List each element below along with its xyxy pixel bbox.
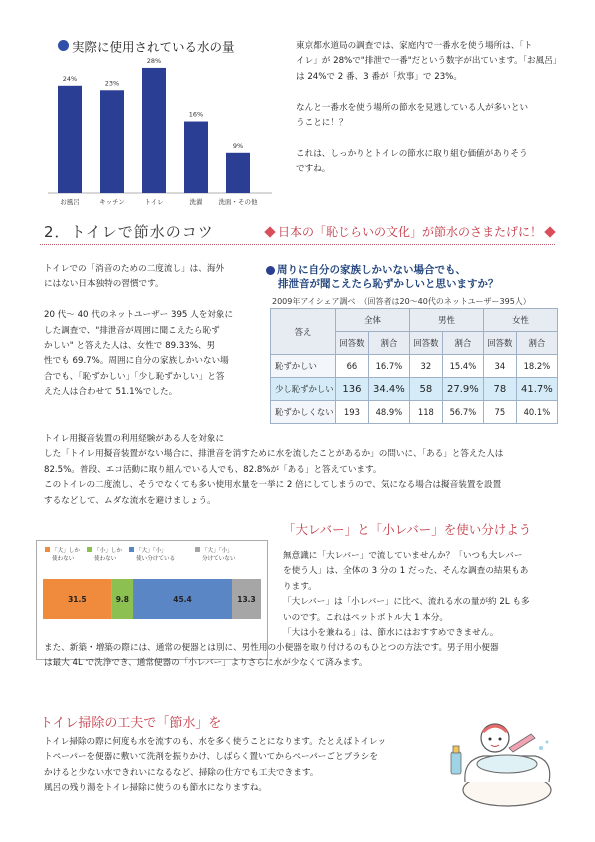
- table-cell: 56.7%: [442, 401, 483, 424]
- data-label: 45.4: [173, 595, 192, 604]
- text-line: ります。: [283, 581, 317, 592]
- text-line: を使う人」は、全体の 3 分の 1 だった、そんな調査の結果もあ: [283, 566, 529, 577]
- legend-label: 「大」「小」: [136, 548, 167, 554]
- text-line: した調査で、"排泄音が周囲に聞こえたら恥ず: [44, 325, 220, 336]
- bar: [58, 86, 82, 193]
- text-line: は最大 4L で洗浄でき、通常便器の「小レバー」よりさらに水が少なくて済みます。: [44, 658, 368, 669]
- chart-heading: [58, 36, 235, 56]
- legend-label: 使い分けている: [136, 556, 176, 562]
- legend-label: 「大」「小」: [202, 548, 233, 554]
- water-usage-bar-chart: [40, 55, 280, 207]
- text-line: これは、しっかりとトイレの節水に取り組む価値がありそう: [296, 148, 528, 159]
- text-line: また、新築・増築の際には、通常の便器とは別に、男性用の小便器を取り付けるのもひとつの方法です。男子用小便器: [44, 643, 499, 653]
- table-cell: 15.4%: [442, 355, 483, 378]
- tick-label: トイレ: [144, 198, 164, 206]
- data-label: 13.3: [237, 595, 256, 604]
- intro-paragraph: [296, 39, 561, 178]
- tick-label: お風呂: [60, 198, 80, 206]
- table-cell: 75: [483, 401, 516, 424]
- table-cell: 118: [409, 401, 442, 424]
- lever-section-title: 「大レバー」と「小レバー」を使い分けよう: [283, 522, 532, 537]
- text-line: トイレ用擬音装置の利用経験がある人を対象に: [44, 434, 225, 444]
- table-cell: 32: [409, 355, 442, 378]
- header-count: 回答数: [409, 332, 442, 355]
- text-line: うことに！？: [296, 118, 348, 129]
- header-group: 女性: [483, 309, 557, 332]
- data-label: 31.5: [68, 595, 87, 604]
- diamond-icon: [264, 226, 275, 237]
- legend-label: 分けていない: [202, 556, 236, 562]
- tick-label: 洗面・その他: [218, 198, 258, 206]
- text-line: 性でも 69.7%。周囲に自分の家族しかいない場: [44, 356, 229, 367]
- text-line: した「トイレ用擬音装置がない場合に、排泄音を消すために水を流したことがあるか」の問いに、「ある」と答えた人は: [44, 449, 504, 460]
- cleaning-toilet-illustration: [443, 712, 561, 812]
- bullet-icon: [58, 40, 69, 51]
- survey-title-line1: 周りに自分の家族しかいない場合でも、: [277, 264, 466, 276]
- text-line: 東京都水道局の調査では、家庭内で一番水を使う場所は、「ト: [296, 41, 533, 51]
- text-line: 「大レバー」は「小レバー」に比べ、流れる水の量が約 2L も多: [283, 597, 530, 608]
- data-label: 9%: [232, 141, 244, 150]
- legend-label: 「大」しか: [52, 548, 80, 554]
- cleaning-section-title: トイレ掃除の工夫で「節水」を: [40, 716, 222, 731]
- text-line: 「大は小を兼ねる」は、節水にはおすすめできません。: [283, 628, 499, 639]
- legend-swatch: [87, 547, 92, 552]
- text-line: [296, 131, 561, 146]
- text-line: トイレでの「消音のための二度流し」は、海外: [44, 264, 225, 274]
- legend-swatch: [195, 547, 200, 552]
- section-subtitle: [262, 223, 558, 240]
- text-line: トペーパーを便器に敷いて洗剤を振りかけ、しばらく置いてからペーパーごとブラシを: [44, 752, 378, 763]
- data-label: 23%: [104, 79, 120, 88]
- survey-source: 2009年アイシェア調べ （回答者は20〜40代のネットユーザー395人）: [272, 297, 531, 306]
- text-line: 82.5%。普段、エコ活動に取り組んでいる人でも、82.8%が「ある」と答えています。: [44, 464, 382, 475]
- survey-title: [266, 263, 499, 291]
- section-subtitle-text: 日本の「恥じらいの文化」が節水のさまたげに！: [278, 225, 543, 239]
- bar: [142, 68, 166, 193]
- survey-title-line2: 排泄音が聞こえたら恥ずかしいと思いますか？: [278, 278, 499, 290]
- table-cell: 34.4%: [368, 378, 409, 401]
- survey-table: [270, 308, 558, 424]
- text-line: トイレ掃除の際に何度も水を流すのも、水を多く使うことになります。たとえばトイレッ: [44, 737, 387, 747]
- text-line: このトイレの二度流し、そうでなくても多い使用水量を一挙に 2 倍にしてしまうので、気になる場合は擬音装置を設置: [44, 480, 502, 491]
- text-line: 無意識に「大レバー」で流していませんか？「いつも大レバー: [283, 551, 523, 561]
- table-cell: 16.7%: [368, 355, 409, 378]
- row-label: 恥ずかしい: [271, 355, 336, 378]
- tick-label: キッチン: [99, 198, 125, 206]
- diamond-icon: [544, 226, 555, 237]
- text-line: なんと一番水を使う場所の節水を見逃している人が多いとい: [296, 102, 529, 113]
- legend-label: 使わない: [94, 556, 117, 562]
- cleaning-paragraph: [44, 735, 386, 797]
- table-cell: 66: [336, 355, 369, 378]
- header-ratio: 割合: [516, 332, 557, 355]
- legend-swatch: [45, 547, 50, 552]
- data-label: 16%: [188, 110, 204, 119]
- legend-swatch: [129, 547, 134, 552]
- text-line: 風呂の残り湯をトイレ掃除に使うのも節水になりますね。: [44, 783, 268, 794]
- header-group: 全体: [336, 309, 410, 332]
- data-label: 9.8: [115, 595, 130, 604]
- row-label: 恥ずかしくない: [271, 401, 336, 424]
- left-column-text: [44, 262, 233, 401]
- bar: [226, 153, 250, 193]
- data-label: 24%: [62, 74, 78, 83]
- table-cell: 27.9%: [442, 378, 483, 401]
- legend-label: 「小」しか: [94, 548, 122, 554]
- table-cell: 41.7%: [516, 378, 557, 401]
- table-row: [271, 355, 558, 378]
- table-cell: 40.1%: [516, 401, 557, 424]
- header-group: 男性: [409, 309, 483, 332]
- header-answer: 答え: [271, 309, 336, 355]
- text-line: するなどして、ムダな流水を避けましょう。: [44, 495, 216, 506]
- bar: [184, 122, 208, 193]
- table-cell: 34: [483, 355, 516, 378]
- lever-paragraph: [283, 549, 530, 641]
- text-line: えた人は合わせて 51.1%でした。: [44, 387, 178, 398]
- text-line: は 24%で 2 番、3 番が「炊事」で 23%。: [296, 71, 462, 82]
- data-label: 28%: [146, 56, 162, 65]
- table-cell: 136: [336, 378, 369, 401]
- header-ratio: 割合: [442, 332, 483, 355]
- header-count: 回答数: [483, 332, 516, 355]
- table-cell: 193: [336, 401, 369, 424]
- section-title: 2．トイレで節水のコツ: [44, 223, 214, 241]
- chart-heading-text: 実際に使用されている水の量: [72, 39, 235, 55]
- bullet-icon: [266, 266, 275, 275]
- full-width-paragraph: [44, 432, 503, 509]
- text-line: かけると少ない水できれいになるなど、掃除の仕方でも工夫できます。: [44, 767, 319, 778]
- legend-label: 使わない: [52, 556, 75, 562]
- text-line: [296, 85, 561, 100]
- text-line: いのです。これはペットボトル大 1 本分。: [283, 612, 448, 623]
- table-cell: 18.2%: [516, 355, 557, 378]
- text-line: 合でも、「恥ずかしい」「少し恥ずかしい」と答: [44, 371, 225, 382]
- lever-paragraph-full: [44, 641, 499, 672]
- header-count: 回答数: [336, 332, 369, 355]
- table-cell: 48.9%: [368, 401, 409, 424]
- text-line: ですね。: [296, 164, 331, 175]
- text-line: [44, 293, 233, 308]
- row-label: 少し恥ずかしい: [271, 378, 336, 401]
- header-ratio: 割合: [368, 332, 409, 355]
- bar: [100, 90, 124, 193]
- text-line: かしい" と答えた人は、女性で 89.33%、男: [44, 341, 216, 352]
- table-cell: 78: [483, 378, 516, 401]
- table-row: [271, 378, 558, 401]
- tick-label: 洗濯: [189, 198, 203, 206]
- text-line: 20 代〜 40 代のネットユーザー 395 人を対象に: [44, 310, 234, 321]
- text-line: にはない日本独特の習慣です。: [44, 279, 164, 290]
- table-cell: 58: [409, 378, 442, 401]
- table-row: [271, 401, 558, 424]
- text-line: イレ」が 28%で"排泄で一番"だという数字が出ています。「お風呂」: [296, 56, 562, 67]
